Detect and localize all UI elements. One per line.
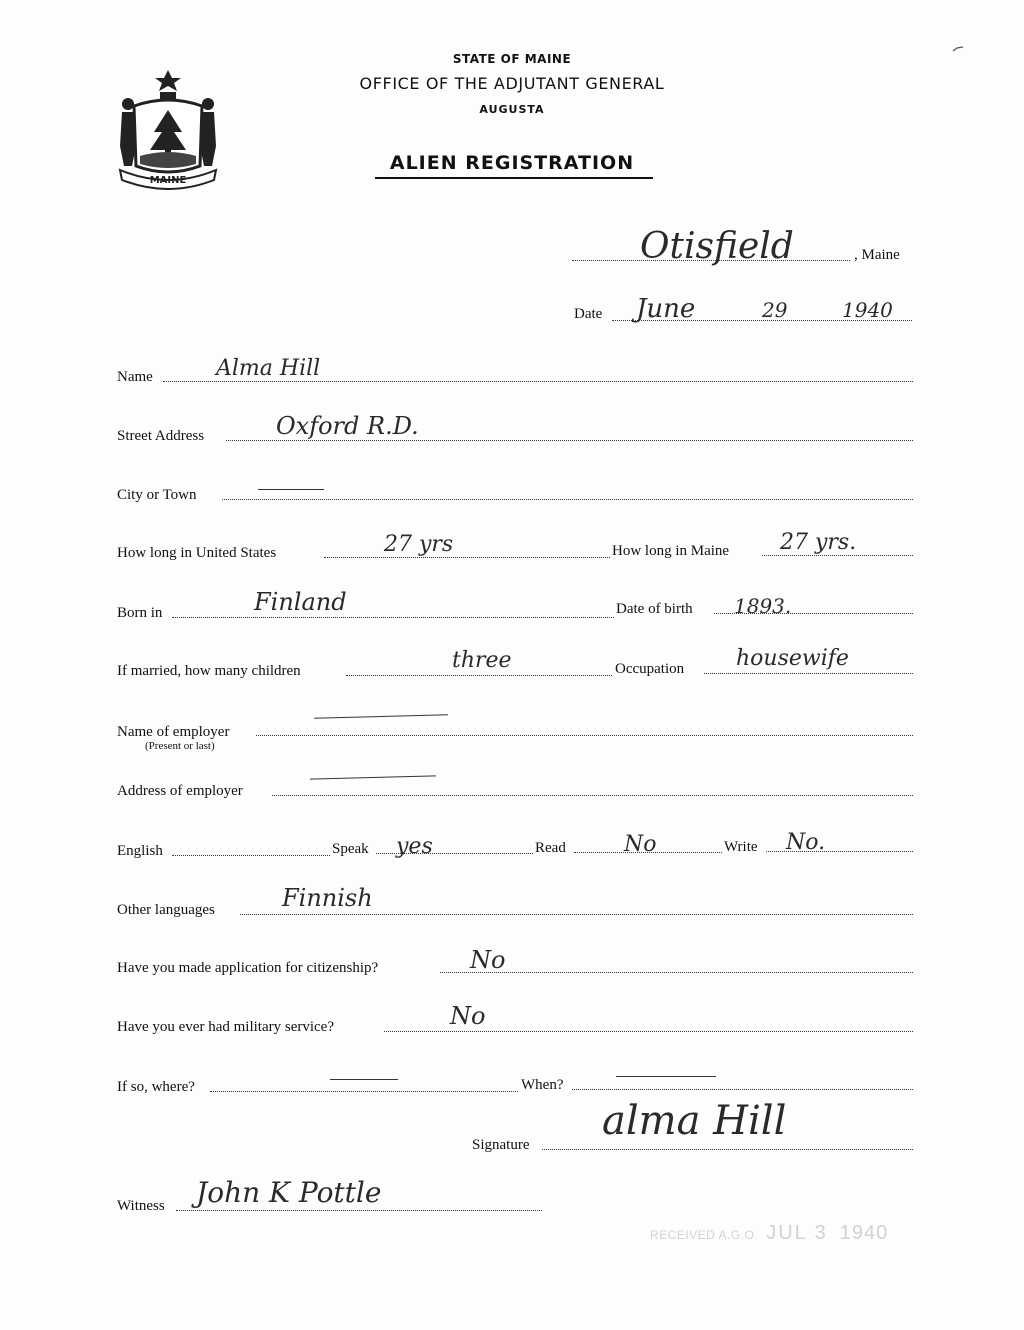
when-line (572, 1089, 913, 1090)
city-heading: AUGUSTA (479, 103, 545, 116)
street-value: Oxford R.D. (276, 412, 419, 440)
how-long-maine-line (762, 555, 913, 556)
city-label: City or Town (117, 487, 197, 503)
occupation-label: Occupation (615, 661, 685, 677)
married-label: If married, how many children (117, 663, 301, 679)
english-line (172, 855, 330, 856)
write-value: No. (786, 830, 826, 855)
street-label: Street Address (117, 428, 205, 444)
write-label: Write (724, 839, 758, 855)
other-languages-label: Other languages (117, 902, 215, 918)
city-line (222, 499, 913, 500)
stamp-date-text: JUL 3 (766, 1222, 828, 1244)
signature-line (542, 1149, 913, 1150)
witness-value: John K Pottle (196, 1176, 382, 1209)
signature-label: Signature (472, 1137, 530, 1153)
born-in-value: Finland (254, 588, 347, 616)
how-long-us-label: How long in United States (117, 545, 277, 561)
witness-line (176, 1210, 542, 1211)
date-label: Date (574, 306, 603, 322)
received-stamp (650, 1222, 888, 1245)
street-line (226, 440, 913, 441)
speak-label: Speak (332, 841, 369, 857)
married-line (346, 675, 612, 676)
read-label: Read (535, 840, 566, 856)
city-blank-dash (258, 489, 324, 490)
citizenship-value: No (470, 946, 506, 974)
stamp-received-text: RECEIVED A.G.O. (650, 1228, 759, 1242)
when-blank-dash (616, 1076, 716, 1077)
how-long-us-value: 27 yrs (384, 532, 454, 557)
when-label: When? (521, 1077, 564, 1093)
employer-line (256, 735, 913, 736)
where-label: If so, where? (117, 1079, 195, 1095)
occupation-line (704, 673, 913, 674)
employer-blank-dash (314, 714, 448, 719)
military-line (384, 1031, 913, 1032)
signature-value: alma Hill (602, 1098, 787, 1144)
title-underline (375, 177, 653, 179)
speak-value: yes (396, 834, 433, 859)
date-month-value: June (636, 294, 696, 324)
where-line (210, 1091, 518, 1092)
military-value: No (450, 1002, 486, 1030)
how-long-us-line (324, 557, 610, 558)
where-blank-dash (330, 1079, 398, 1080)
stamp-year-text: 1940 (839, 1222, 889, 1244)
seal-banner-text: MAINE (149, 175, 187, 186)
military-label: Have you ever had military service? (117, 1019, 334, 1035)
employer-label: Name of employer (117, 724, 230, 740)
born-in-label: Born in (117, 605, 163, 621)
office-heading: OFFICE OF THE ADJUTANT GENERAL (359, 74, 665, 93)
name-value: Alma Hill (216, 356, 321, 381)
maine-label: , Maine (854, 247, 900, 263)
employer-sublabel: (Present or last) (145, 740, 215, 752)
employer-address-line (272, 795, 913, 796)
other-languages-line (240, 914, 913, 915)
born-in-line (172, 617, 614, 618)
date-of-birth-value: 1893. (734, 594, 792, 618)
form-title: ALIEN REGISTRATION (389, 152, 635, 174)
occupation-value: housewife (736, 646, 849, 671)
witness-label: Witness (117, 1198, 165, 1214)
citizenship-line (440, 972, 913, 973)
name-line (163, 381, 913, 382)
citizenship-label: Have you made application for citizenship? (117, 960, 379, 976)
employer-address-blank-dash (310, 775, 436, 779)
state-heading: STATE OF MAINE (452, 52, 572, 66)
read-value: No (624, 832, 657, 857)
town-value: Otisfield (640, 226, 794, 267)
how-long-maine-value: 27 yrs. (780, 530, 857, 555)
how-long-maine-label: How long in Maine (612, 543, 730, 559)
children-value: three (452, 648, 512, 673)
date-day-value: 29 (762, 298, 788, 322)
english-label: English (117, 843, 163, 859)
employer-address-label: Address of employer (117, 783, 243, 799)
name-label: Name (117, 369, 153, 385)
date-year-value: 1940 (842, 298, 893, 322)
date-of-birth-label: Date of birth (616, 601, 693, 617)
other-languages-value: Finnish (282, 884, 373, 912)
